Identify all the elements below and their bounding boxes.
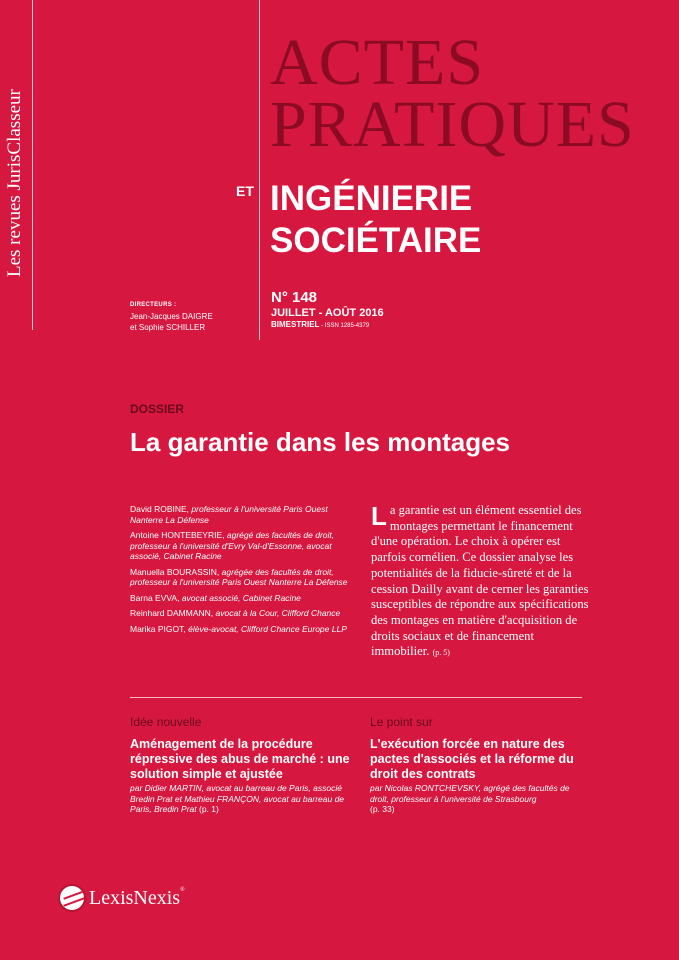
author-name: Marika PIGOT, xyxy=(130,623,186,634)
author-name: Reinhard DAMMANN, xyxy=(130,608,214,618)
directors-label: DIRECTEURS : xyxy=(130,302,177,308)
byline-text: par Didier MARTIN, avocat au barreau de Paris, associé Bredin Prat et Mathieu FRANÇON, avocat au barreau de Paris, Bredin Prat xyxy=(130,783,345,814)
article-headline: L'exécution forcée en nature des pactes d'associés et la réforme du droit des contrats xyxy=(370,737,574,781)
author-name: David ROBINE, xyxy=(130,504,190,514)
article-kicker: Le point sur xyxy=(370,715,433,729)
author-role: élève-avocat, Clifford Chance Europe LLP xyxy=(188,623,347,634)
title-line-societaire: SOCIÉTAIRE xyxy=(270,221,482,260)
title-divider xyxy=(259,0,260,340)
author-name: Manuella BOURASSIN, xyxy=(130,566,220,577)
title-line-ingenierie: INGÉNIERIE xyxy=(270,179,473,218)
spine-divider xyxy=(32,0,33,330)
author-entry xyxy=(130,504,360,525)
directors-block xyxy=(130,300,213,333)
article-idee-nouvelle xyxy=(130,715,355,815)
dossier-label: DOSSIER xyxy=(130,402,185,416)
dossier-abstract xyxy=(371,503,593,661)
author-role: avocat associé, Cabinet Racine xyxy=(181,592,301,603)
article-byline xyxy=(130,783,355,815)
article-byline xyxy=(370,783,580,815)
author-entry xyxy=(130,593,360,604)
author-role: agrégée des facultés de droit, professeur à l'université Paris Ouest Nanterre La Défense xyxy=(130,566,348,587)
title-connector: ET xyxy=(236,183,254,199)
article-page-ref: (p. 1) xyxy=(199,804,219,814)
author-entry xyxy=(130,567,360,588)
publisher-wordmark: LexisNexis xyxy=(89,886,181,909)
issn: - ISSN 1285-4379 xyxy=(319,323,370,329)
author-entry xyxy=(130,608,360,619)
author-role: avocat à la Cour, Clifford Chance xyxy=(215,608,341,618)
issue-number: N° 148 xyxy=(271,289,318,306)
article-kicker: Idée nouvelle xyxy=(130,715,202,729)
author-entry xyxy=(130,530,360,562)
author-entry xyxy=(130,624,360,635)
abstract-text: a garantie est un élément essentiel des montages permettant le financement d'une opération. Le choix à opérer est parfois cornélien. Ce dossier analyse les potentialités de la fiducie-sûreté et de la cession Dailly avant de cerner les garanties susceptibles de répondre aux spécifications des montages en matière d'acquisition de droits sociaux et de financement immobilier. xyxy=(371,503,589,659)
issue-frequency xyxy=(271,320,384,331)
byline-text: par Nicolas RONTCHEVSKY, agrégé des facultés de droit, professeur à l'université de Strasbourg xyxy=(370,783,570,804)
article-le-point-sur xyxy=(370,715,580,815)
author-name: Barna EVVA, xyxy=(130,592,180,603)
frequency-label: BIMESTRIEL xyxy=(271,320,320,329)
dossier-title: La garantie dans les montages xyxy=(130,427,511,457)
abstract-page-ref: (p. 5) xyxy=(432,648,450,658)
author-role: professeur à l'université Paris Ouest Nanterre La Défense xyxy=(130,504,328,525)
title-line-pratiques: PRATIQUES xyxy=(270,88,635,161)
director-name: Jean-Jacques DAIGRE xyxy=(130,312,213,321)
issue-date: JUILLET - AOÛT 2016 xyxy=(271,307,384,319)
authors-list xyxy=(130,504,360,639)
issue-info xyxy=(271,289,384,331)
author-name: Antoine HONTEBEYRIE, xyxy=(130,530,225,540)
section-divider xyxy=(130,697,582,698)
author-role: agrégé des facultés de droit, professeur à l'université d'Evry Val-d'Essonne, avocat associé, Cabinet Racine xyxy=(130,530,335,561)
lexisnexis-emblem-icon xyxy=(58,884,86,912)
article-headline: Aménagement de la procédure répressive des abus de marché : une solution simple et ajustée xyxy=(130,737,350,781)
article-page-ref: (p. 33) xyxy=(370,804,395,814)
director-name: et Sophie SCHILLER xyxy=(130,323,206,332)
spine-label: Les revues JurisClasseur xyxy=(4,89,25,277)
title-line-actes: ACTES xyxy=(270,26,485,99)
publisher-name xyxy=(89,887,185,910)
registered-mark: ® xyxy=(180,886,185,893)
publisher-logo xyxy=(58,884,185,912)
drop-cap: L xyxy=(371,501,387,531)
